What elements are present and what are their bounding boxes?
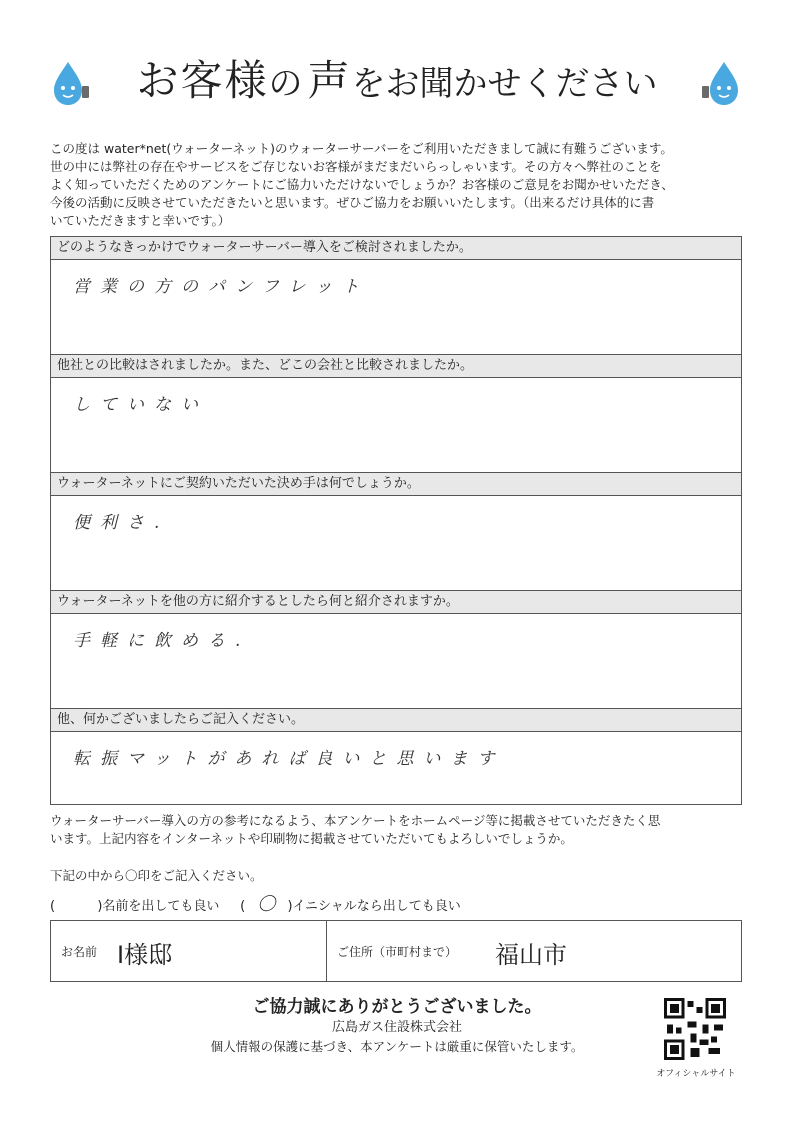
question-block <box>51 590 741 708</box>
address-label: ご住所（市町村まで） <box>337 945 458 959</box>
question-block <box>51 472 741 590</box>
handwritten-answer: 営業の方のパンフレット <box>73 277 370 297</box>
qr-code-icon[interactable] <box>664 998 726 1060</box>
handwritten-answer: していない <box>73 395 208 415</box>
question-block <box>51 708 741 804</box>
handwritten-answer: 転振マットがあれば良いと思います <box>73 749 505 769</box>
question-label: ウォーターネットを他の方に紹介するとしたら何と紹介されますか。 <box>51 591 741 614</box>
publication-note: ウォーターサーバー導入の方の参考になるよう、本アンケートをホームページ等に掲載させていただきたく思 います。上記内容をインターネットや印刷物に掲載させていただいてもよろしいでしょうか。 <box>50 813 661 846</box>
water-drop-mascot-icon <box>700 58 744 108</box>
question-block <box>51 354 741 472</box>
question-label: ウォーターネットにご契約いただいた決め手は何でしょうか。 <box>51 473 741 496</box>
name-label: お名前 <box>61 945 98 959</box>
privacy-note: 個人情報の保護に基づき、本アンケートは厳重に保管いたします。 <box>210 1039 584 1054</box>
option2-label: )イニシャルなら出しても良い <box>287 899 461 914</box>
intro-text: この度は water*net(ウォーターネット)のウォーターサーバーをご利用いただきまして誠に有難うございます。 世の中には弊社の存在やサービスをご存じないお客様がまだまだいらっしゃいます。その方々へ弊社のことを よく知っていただくためのアンケートにご協力いただけないでしょうか？お客様のご意見をお聞かせいただき、 今後の活動に反映させていただきたいと思います。ぜひご協力をお願いいたします。（出来るだけ具体的に書 いていただきますと幸いです。） <box>50 141 674 228</box>
name-address-box <box>50 920 742 982</box>
option2-mark[interactable]: 〇 <box>257 894 276 915</box>
name-value[interactable]: I様邸 <box>117 941 173 969</box>
question-label: 他社との比較はされましたか。また、どこの会社と比較されましたか。 <box>51 355 741 378</box>
address-cell <box>327 921 741 981</box>
option1-label: )名前を出しても良い <box>97 899 220 914</box>
page-title: お客様の 声をお聞かせください <box>136 56 658 105</box>
thanks-text: ご協力誠にありがとうございました。 <box>252 997 542 1017</box>
qr-caption: オフィシャルサイト <box>656 1069 736 1079</box>
question-label: 他、何かございましたらご記入ください。 <box>51 709 741 732</box>
name-cell <box>51 921 327 981</box>
consent-choices: ( )名前を出しても良い ( 〇 )イニシャルなら出しても良い <box>50 890 461 916</box>
handwritten-answer: 便利さ. <box>73 513 170 533</box>
instruction-text: 下記の中から〇印をご記入ください。 <box>50 868 263 883</box>
company-name: 広島ガス住設株式会社 <box>331 1020 462 1035</box>
question-block <box>51 237 741 354</box>
survey-table <box>50 236 742 805</box>
question-label: どのようなきっかけでウォーターサーバー導入をご検討されましたか。 <box>51 237 741 260</box>
address-value[interactable]: 福山市 <box>495 941 567 969</box>
handwritten-answer: 手軽に飲める. <box>73 631 251 651</box>
